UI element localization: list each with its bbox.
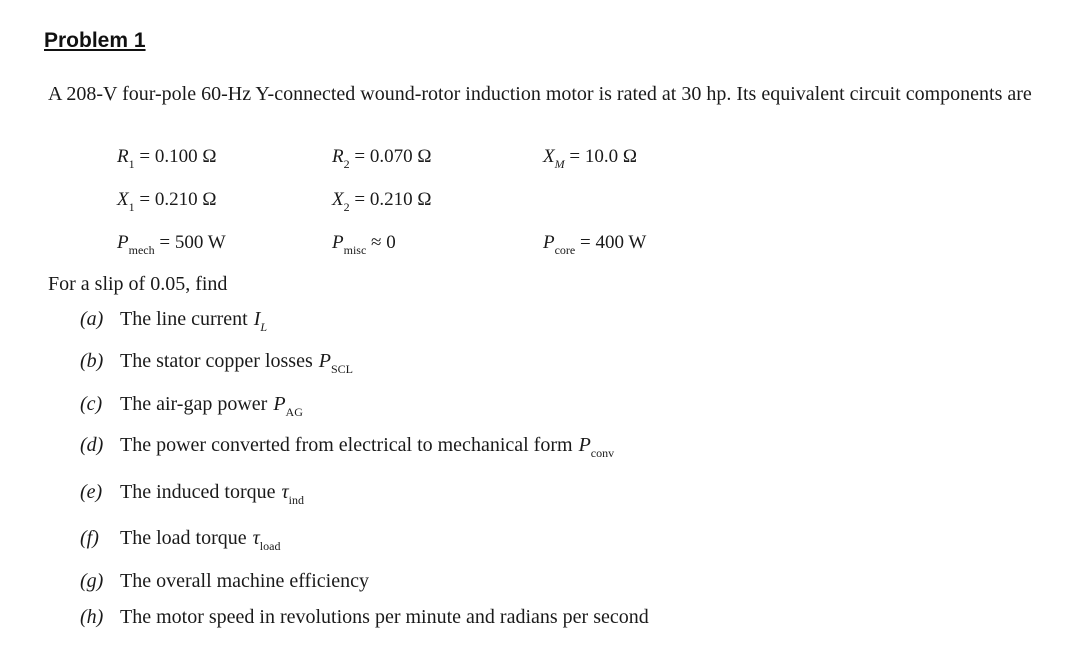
- item-text: The stator copper losses: [120, 350, 313, 372]
- param-r1-value: = 0.100 Ω: [139, 146, 217, 167]
- item-label: (f): [80, 527, 99, 549]
- param-pcore-symbol: P: [543, 232, 555, 253]
- param-pmech-value: = 500 W: [159, 232, 226, 253]
- question-item: [80, 570, 369, 593]
- item-subscript: SCL: [330, 362, 353, 376]
- problem-title: Problem 1: [44, 29, 146, 52]
- question-item: [80, 434, 615, 460]
- param-xm-value: = 10.0 Ω: [569, 146, 637, 167]
- item-text: The overall machine efficiency: [120, 570, 369, 592]
- param-r2-subscript: 2: [343, 157, 350, 171]
- param-x1-symbol: X: [117, 189, 129, 210]
- item-text: The motor speed in revolutions per minute and radians per second: [120, 606, 649, 628]
- item-label: (e): [80, 481, 103, 503]
- item-text: The induced torque: [120, 481, 276, 503]
- item-text: The load torque: [120, 527, 247, 549]
- item-symbol: P: [273, 393, 286, 415]
- param-x2-symbol: X: [332, 189, 344, 210]
- param-pmisc-value: ≈ 0: [371, 232, 396, 253]
- item-label: (c): [80, 393, 103, 415]
- question-item: [80, 606, 649, 629]
- item-label: (h): [80, 606, 104, 628]
- item-subscript: conv: [590, 446, 615, 460]
- item-symbol: τ: [281, 481, 289, 503]
- item-text: The power converted from electrical to mechanical form: [120, 434, 573, 456]
- param-x2-subscript: 2: [343, 200, 350, 214]
- param-pmisc-subscript: misc: [343, 243, 367, 257]
- param-x1-value: = 0.210 Ω: [139, 189, 217, 210]
- param-pmech-subscript: mech: [128, 243, 155, 257]
- item-symbol: I: [253, 308, 261, 330]
- question-item: [80, 393, 303, 419]
- item-label: (a): [80, 308, 104, 330]
- item-label: (d): [80, 434, 104, 456]
- item-text: The air-gap power: [120, 393, 268, 415]
- param-xm: [543, 146, 637, 171]
- item-symbol: τ: [252, 527, 260, 549]
- problem-intro: A 208-V four-pole 60-Hz Y-connected wound-rotor induction motor is rated at 30 hp. Its equivalent circuit components are: [48, 83, 1032, 105]
- item-subscript: AG: [285, 405, 303, 419]
- question-item: [80, 350, 353, 376]
- param-r1-subscript: 1: [128, 157, 135, 171]
- item-symbol: P: [318, 350, 331, 372]
- item-label: (b): [80, 350, 104, 372]
- param-pcore-value: = 400 W: [580, 232, 647, 253]
- item-subscript: ind: [288, 493, 305, 507]
- param-pcore-subscript: core: [554, 243, 576, 257]
- item-label: (g): [80, 570, 104, 592]
- param-x2-value: = 0.210 Ω: [354, 189, 432, 210]
- param-x2: [332, 189, 432, 214]
- item-text: The line current: [120, 308, 248, 330]
- param-pmech: [117, 232, 226, 257]
- question-item: [80, 527, 281, 553]
- param-r1: [117, 146, 217, 171]
- param-pmech-symbol: P: [117, 232, 129, 253]
- item-subscript: load: [259, 539, 281, 553]
- param-r2: [332, 146, 432, 171]
- question-item: [80, 308, 268, 334]
- item-subscript: L: [260, 320, 268, 334]
- param-r1-symbol: R: [117, 146, 129, 167]
- question-item: [80, 481, 305, 507]
- param-pcore: [543, 232, 647, 257]
- param-pmisc: [332, 232, 396, 257]
- param-r2-symbol: R: [332, 146, 344, 167]
- param-x1: [117, 189, 217, 214]
- param-xm-symbol: X: [543, 146, 555, 167]
- item-symbol: P: [578, 434, 591, 456]
- param-x1-subscript: 1: [128, 200, 135, 214]
- param-xm-subscript: M: [554, 157, 565, 171]
- question-prompt: For a slip of 0.05, find: [48, 273, 228, 295]
- param-pmisc-symbol: P: [332, 232, 344, 253]
- param-r2-value: = 0.070 Ω: [354, 146, 432, 167]
